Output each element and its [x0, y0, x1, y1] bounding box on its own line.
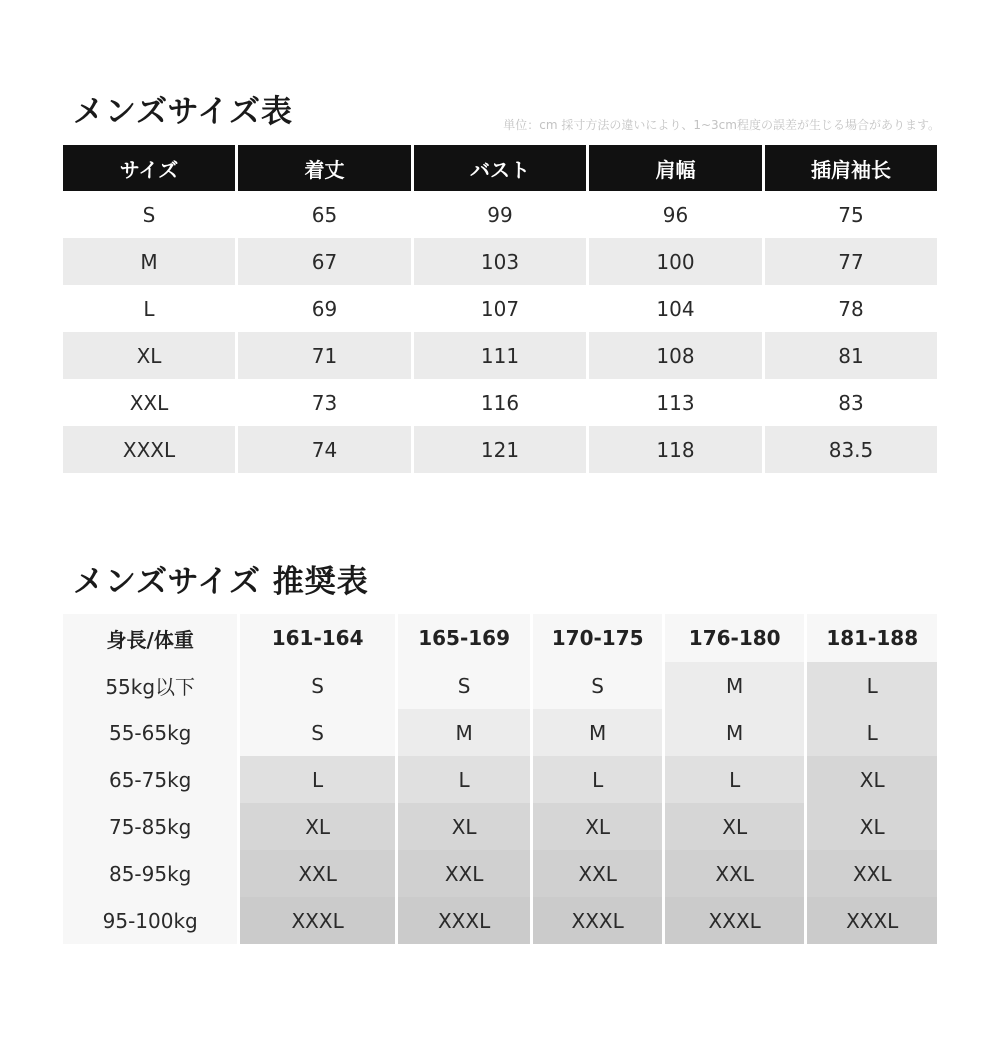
bust-cell: 121 — [414, 426, 586, 473]
sleeve-cell: 83 — [765, 379, 937, 426]
header-bust: バスト — [414, 145, 586, 191]
size-recommendation: XXL — [398, 850, 531, 897]
table-row — [63, 803, 937, 850]
length-cell: 73 — [238, 379, 411, 426]
size-recommendation: XL — [533, 803, 662, 850]
table-row — [63, 426, 937, 473]
weight-label: 65-75kg — [63, 756, 237, 803]
table-row — [63, 850, 937, 897]
bust-cell: 107 — [414, 285, 586, 332]
table-row — [63, 379, 937, 426]
size-recommendation: L — [807, 662, 937, 709]
weight-label: 95-100kg — [63, 897, 237, 944]
size-recommendation: L — [398, 756, 531, 803]
weight-label: 75-85kg — [63, 803, 237, 850]
size-cell: S — [63, 191, 235, 238]
size-recommendation: XXL — [240, 850, 394, 897]
table-row — [63, 332, 937, 379]
size-recommendation: L — [240, 756, 394, 803]
bust-cell: 103 — [414, 238, 586, 285]
shoulder-cell: 108 — [589, 332, 762, 379]
size-chart-header-row — [63, 145, 937, 191]
header-length: 着丈 — [238, 145, 411, 191]
recommend-header-row — [63, 614, 937, 662]
weight-label: 55-65kg — [63, 709, 237, 756]
size-recommendation: L — [533, 756, 662, 803]
sleeve-cell: 75 — [765, 191, 937, 238]
length-cell: 65 — [238, 191, 411, 238]
size-recommendation: M — [665, 709, 805, 756]
table-row — [63, 191, 937, 238]
size-recommendation: XXXL — [533, 897, 662, 944]
size-recommendation: M — [665, 662, 805, 709]
size-recommendation: XXXL — [240, 897, 394, 944]
table-row — [63, 285, 937, 332]
size-recommendation: XXL — [807, 850, 937, 897]
size-recommendation: XL — [665, 803, 805, 850]
table-row — [63, 662, 937, 709]
table-row — [63, 897, 937, 944]
length-cell: 69 — [238, 285, 411, 332]
sleeve-cell: 83.5 — [765, 426, 937, 473]
height-header: 161-164 — [240, 614, 394, 662]
size-recommendation: S — [240, 662, 394, 709]
corner-label: 身長/体重 — [63, 614, 237, 662]
recommend-chart-title: メンズサイズ 推奨表 — [73, 564, 369, 600]
shoulder-cell: 113 — [589, 379, 762, 426]
size-recommendation: S — [533, 662, 662, 709]
size-recommendation: S — [240, 709, 394, 756]
sleeve-cell: 78 — [765, 285, 937, 332]
header-sleeve: 插肩袖长 — [765, 145, 937, 191]
length-cell: 71 — [238, 332, 411, 379]
shoulder-cell: 118 — [589, 426, 762, 473]
header-size: サイズ — [63, 145, 235, 191]
table-row — [63, 238, 937, 285]
size-recommendation: L — [665, 756, 805, 803]
height-header: 170-175 — [533, 614, 662, 662]
size-recommendation: M — [398, 709, 531, 756]
size-cell: M — [63, 238, 235, 285]
size-recommendation: XL — [807, 756, 937, 803]
weight-label: 55kg以下 — [63, 662, 237, 709]
recommend-chart-table — [63, 614, 937, 944]
size-recommendation: L — [807, 709, 937, 756]
size-recommendation: S — [398, 662, 531, 709]
height-header: 176-180 — [665, 614, 805, 662]
size-recommendation: XXXL — [665, 897, 805, 944]
size-cell: XL — [63, 332, 235, 379]
height-header: 165-169 — [398, 614, 531, 662]
size-recommendation: XXXL — [398, 897, 531, 944]
size-cell: XXL — [63, 379, 235, 426]
length-cell: 67 — [238, 238, 411, 285]
sleeve-cell: 81 — [765, 332, 937, 379]
size-cell: L — [63, 285, 235, 332]
size-recommendation: M — [533, 709, 662, 756]
size-recommendation: XXL — [533, 850, 662, 897]
table-row — [63, 709, 937, 756]
size-recommendation: XL — [807, 803, 937, 850]
size-recommendation: XXXL — [807, 897, 937, 944]
size-recommendation: XL — [240, 803, 394, 850]
bust-cell: 99 — [414, 191, 586, 238]
size-chart-table — [63, 145, 937, 473]
size-cell: XXXL — [63, 426, 235, 473]
table-row — [63, 756, 937, 803]
measurement-note: 単位：cm 採寸方法の違いにより、1~3cm程度の誤差が生じる場合があります。 — [503, 118, 940, 132]
height-header: 181-188 — [807, 614, 937, 662]
size-chart-title: メンズサイズ表 — [73, 94, 293, 130]
bust-cell: 111 — [414, 332, 586, 379]
shoulder-cell: 104 — [589, 285, 762, 332]
header-shoulder: 肩幅 — [589, 145, 762, 191]
shoulder-cell: 96 — [589, 191, 762, 238]
shoulder-cell: 100 — [589, 238, 762, 285]
weight-label: 85-95kg — [63, 850, 237, 897]
size-recommendation: XXL — [665, 850, 805, 897]
sleeve-cell: 77 — [765, 238, 937, 285]
bust-cell: 116 — [414, 379, 586, 426]
length-cell: 74 — [238, 426, 411, 473]
size-recommendation: XL — [398, 803, 531, 850]
